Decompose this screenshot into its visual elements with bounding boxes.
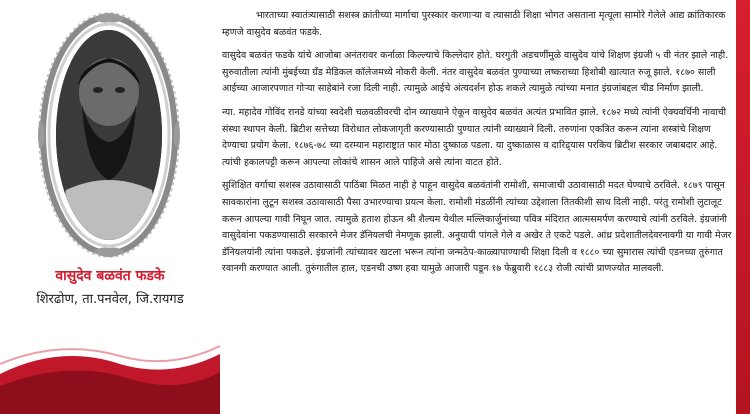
decorative-wave bbox=[0, 334, 220, 414]
portrait-photo bbox=[56, 30, 162, 240]
biography-text bbox=[222, 8, 734, 285]
portrait-silhouette bbox=[56, 30, 162, 240]
paragraph-uprising: सुशिक्षित वर्गाचा सशस्त्र उठावासाठी पाठिंबा मिळत नाही हे पाहून वासुदेव बळवंतांनी रामोशी, समाजाची उठावासाठी मदत घेण्याचे ठरविले. १८७९ पासून सावकारांना लुटून सशस्त्र उठावासाठी पैसा उभारण्याचा प्रयत्न केला. रामोशी मंडळींनी त्यांच्या उद्देशाला तितकीशी साथ दिली नाही. परंतु रामोशी लुटालूट करून आपल्या गावी निघून जात. त्यामुळे हताश होऊन श्री शैल्यम येथील मल्लिकार्जुनांच्या पवित्र मंदिरात आत्मसमर्पण करण्याचे त्यांनी ठरविले. इंग्रजांनी वासुदेवांना पकडण्यासाठी सरकारने मेजर डॅनियलची नेमणूक झाली. अनुयायी पांगले गेले व अखेर ते एकटे पडले. आंध्र प्रदेशातीलदेवरनावगी या गावी मेजर डॅनियलयांनी त्यांना पकडले. इंग्रजांनी त्यांच्यावर खटला भरून त्यांना जन्मठेप-काळ्यापाण्याची शिक्षा दिली व १८८० च्या सुमारास त्यांची एडनच्या तुरुंगात रवानगी करण्यात आली. तुरुंगातील हाल, एडनची उष्ण हवा यामुळे आजारी पडून १७ फेब्रुवारी १८८३ रोजी त्यांची प्राणज्योत मालवली. bbox=[222, 180, 732, 275]
paragraph-inspiration: न्या. महादेव गोविंद रानडे यांच्या स्वदेशी चळवळीवरची दोन व्याख्याने ऐकून वासुदेव बळवंत अत्यंत प्रभावित झाले. १८७२ मध्ये त्यांनी ऐक्यवर्धिनी नावाची संस्था स्थापन केली. ब्रिटीश सत्तेच्या विरोधात लोकजागृती करण्यासाठी पुण्यात त्यांनी व्याख्याने दिली. तरुणांना एकत्रित करून त्यांना शस्त्रांचे शिक्षण देण्याचा प्रयोग केला. १८७६-७८ च्या दरम्यान महाराष्ट्रात फार मोठा दुष्काळ पडला. या दुष्काळास व दारिद्र्यास परकिय ब्रिटीश सरकार जबाबदार आहे. त्यांची हकालपट्टी करून आपल्या लोकांचे शासन आले पाहिजे असे त्यांना वाटत होते. bbox=[222, 106, 727, 168]
paragraph-intro: भारताच्या स्वातंत्र्यासाठी सशस्त्र क्रांतीच्या मार्गाचा पुरस्कार करणाऱ्या व त्यासाठी शिक्षा भोगत असताना मृत्यूला सामोरे गेलेले आद्य क्रांतिकारक म्हणजे वासुदेव बळवंत फडके. bbox=[222, 10, 726, 38]
hero-place: शिरढोण, ता.पनवेल, जि.रायगड bbox=[36, 292, 184, 307]
paragraph-early-life: वासुदेव बळवंत फडके यांचे आजोबा अनंतरावर कर्नाळा किल्ल्याचे किल्लेदार होते. घरगुती अडचणींमुळे वासुदेव यांचे शिक्षण इंग्रजी ५ वी नंतर झाले नाही. सुरुवातीला त्यांनी मुंबईच्या ग्रँड मेडिकल कॉलेजमध्ये नोकरी केली. नंतर वासुदेव बळवंत पुण्याच्या लष्कराच्या हिशोबी खात्यात रुजू झाले. १८७० साली आईच्या आजारपणात गोऱ्या साहेबांने रजा दिली नाही. त्यामुळे आईचे अंत्यदर्शन होऊ शकले त्यामुळे त्यांच्या मनात इंग्रजांबद्दल चीड निर्माण झाली. bbox=[222, 50, 729, 95]
hero-name: वासुदेव बळवंत फडके bbox=[55, 268, 165, 284]
right-border-strip bbox=[736, 0, 750, 414]
portrait-panel bbox=[0, 0, 220, 414]
